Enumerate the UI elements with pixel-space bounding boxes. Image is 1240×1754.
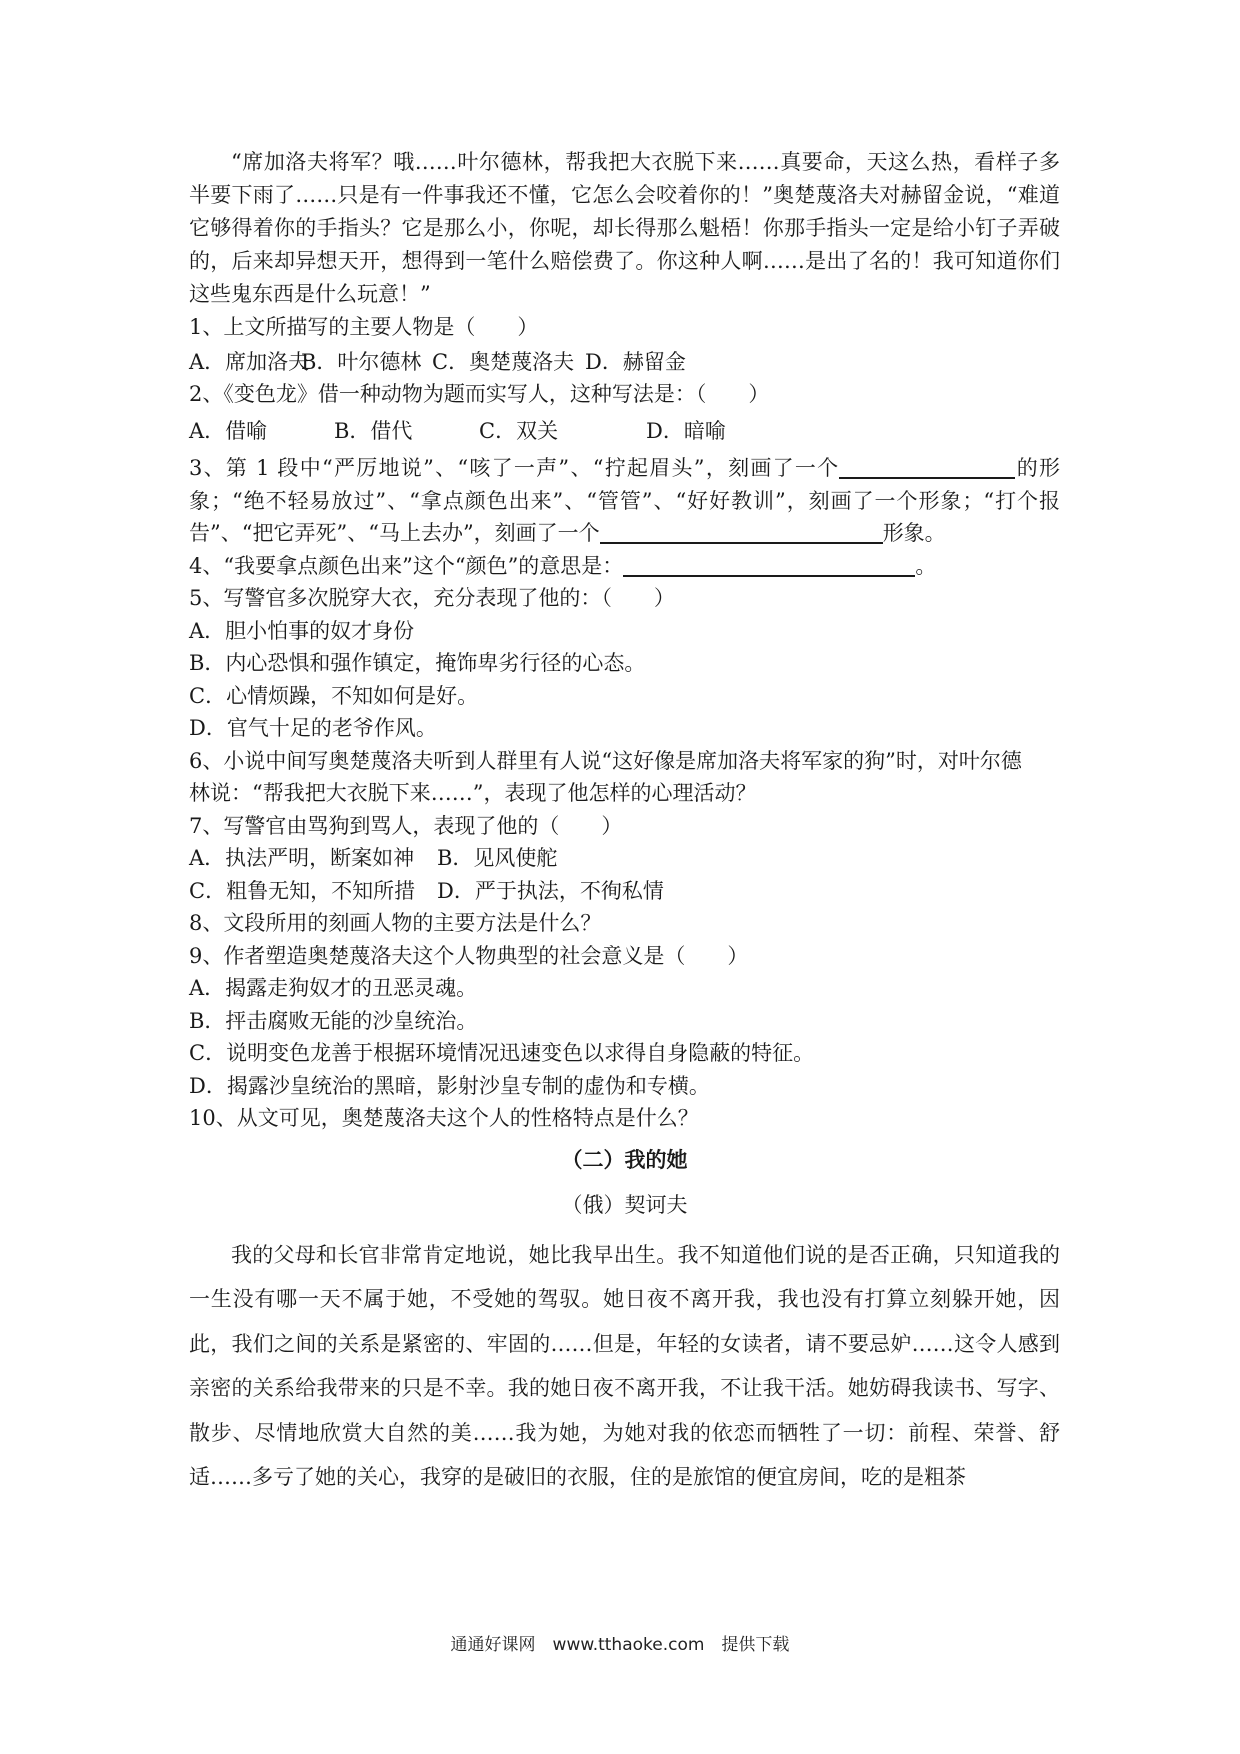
option-c: C．奥楚蔑洛夫 [432, 349, 575, 374]
story-paragraph: 我的父母和长官非常肯定地说，她比我早出生。我不知道他们说的是否正确，只知道我的一生没有哪一天不属于她，不受她的驾驭。她日夜不离开我，我也没有打算立刻躲开她，因此，我们之间的关系是紧密的、牢固的……但是，年轻的女读者，请不要忌妒……这令人感到亲密的关系给我带来的只是不幸。我的她日夜不离开我，不让我干活。她妨碍我读书、写字、散步、尽情地欣赏大自然的美……我为她，为她对我的依恋而牺牲了一切：前程、荣誉、舒适……多亏了她的关心，我穿的是破旧的衣服，住的是旅馆的便宜房间，吃的是粗茶 [189, 1242, 1060, 1489]
question-2-options [189, 416, 1060, 446]
question-9: 9、作者塑造奥楚蔑洛夫这个人物典型的社会意义是（ ） [189, 943, 749, 968]
section-title: （二）我的她 [561, 1147, 688, 1172]
question-4-text: 4、“我要拿点颜色出来”这个“颜色”的意思是： [189, 553, 624, 578]
question-4-end: 。 [915, 553, 937, 578]
question-3-part3: 形象。 [882, 521, 946, 545]
option-a: A．席加洛夫 [189, 349, 310, 374]
question-3-part1: 3、第 1 段中“严厉地说”、“咳了一声”、“拧起眉头”，刻画了一个 [189, 456, 840, 480]
question-1: 1、上文所描写的主要人物是（ ） [189, 315, 539, 339]
question-2: 2、《变色龙》借一种动物为题而实写人，这种写法是：（ ） [189, 381, 770, 406]
passage-paragraph: “席加洛夫将军？哦……叶尔德林，帮我把大衣脱下来……真要命，天这么热，看样子多半要下雨了……只是有一件事我还不懂，它怎么会咬着你的！”奥楚蔑洛夫对赫留金说，“难道它够得着你的手指头？它是那么小，你呢，却长得那么魁梧！你那手指头一定是给小钉子弄破的，后来却异想天开，想得到一笔什么赔偿费了。你这种人啊……是出了名的！我可知道你们这些鬼东西是什么玩意！” [189, 150, 1060, 306]
option-d: D．官气十足的老爷作风。 [189, 716, 437, 740]
option-b: B．叶尔德林 [301, 349, 422, 374]
page-footer: 通通好课网 www.tthaoke.com 提供下载 [450, 1635, 790, 1655]
question-4 [189, 550, 1060, 583]
answer-blank[interactable] [839, 455, 1015, 479]
question-3 [189, 452, 1060, 550]
question-6-line2: 林说：“帮我把大衣脱下来……”，表现了他怎样的心理活动？ [189, 781, 757, 805]
question-7: 7、写警官由骂狗到骂人，表现了他的（ ） [189, 813, 623, 838]
option-c: C．说明变色龙善于根据环境情况迅速变色以求得自身隐蔽的特征。 [189, 1041, 815, 1065]
answer-blank[interactable] [600, 520, 883, 544]
question-5: 5、写警官多次脱穿大衣，充分表现了他的：（ ） [189, 586, 675, 610]
option-b: B．内心恐惧和强作镇定，掩饰卑劣行径的心态。 [189, 651, 646, 675]
option-a: A．揭露走狗奴才的丑恶灵魂。 [189, 976, 478, 1000]
page-content [189, 146, 1060, 1500]
option-c: C．心情烦躁，不知如何是好。 [189, 683, 479, 708]
option-a: A．胆小怕事的奴才身份 [189, 618, 415, 643]
option-b: B．抨击腐败无能的沙皇统治。 [189, 1008, 478, 1033]
author-line: （俄）契诃夫 [561, 1192, 688, 1217]
option-d: D．揭露沙皇统治的黑暗，影射沙皇专制的虚伪和专横。 [189, 1073, 710, 1098]
option-d: D．暗喻 [646, 419, 726, 443]
question-6-line1: 6、小说中间写奥楚蔑洛夫听到人群里有人说“这好像是席加洛夫将军家的狗”时，对叶尔德 [189, 748, 1022, 773]
question-10: 10、从文可见，奥楚蔑洛夫这个人的性格特点是什么？ [189, 1106, 699, 1130]
option-a: A．执法严明，断案如神 [189, 846, 415, 870]
answer-blank[interactable] [623, 553, 915, 577]
question-7-options-row2 [189, 875, 1060, 908]
option-d: D．严于执法，不徇私情 [437, 878, 664, 903]
question-8: 8、文段所用的刻画人物的主要方法是什么？ [189, 911, 602, 935]
option-b: B．借代 [334, 419, 413, 443]
option-b: B．见风使舵 [437, 846, 558, 870]
option-c: C．双关 [479, 419, 559, 443]
question-1-options [189, 346, 1060, 378]
option-d: D．赫留金 [585, 349, 686, 374]
question-7-options-row1 [189, 842, 1060, 875]
option-c: C．粗鲁无知，不知所措 [189, 878, 416, 903]
question-3-part2: 的形象；“绝不轻易放过”、“拿点颜色出来”、“管管”、“好好教训”，刻画了一个形象；“打个报告”、“把它弄死”、“马上去办”，刻画了一个 [189, 456, 1060, 545]
option-a: A．借喻 [189, 419, 268, 443]
